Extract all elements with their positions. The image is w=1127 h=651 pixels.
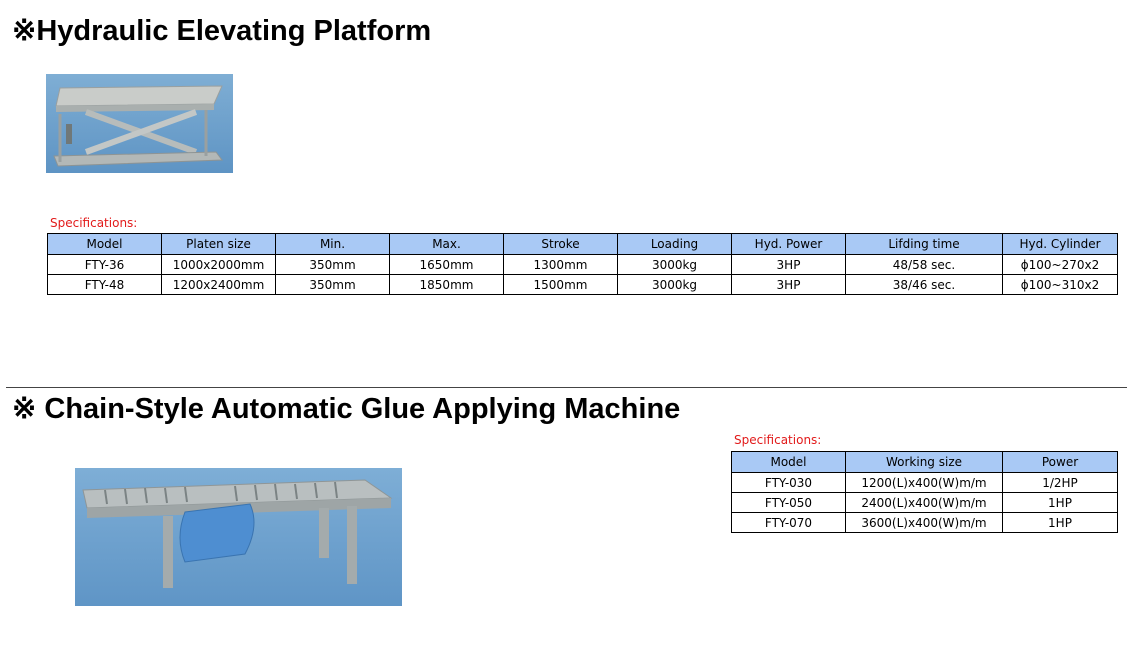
column-header: Max.	[390, 234, 504, 255]
table-cell: FTY-030	[732, 473, 846, 493]
table-cell: 350mm	[276, 255, 390, 275]
section-title-glue-machine	[12, 392, 680, 426]
table-cell: 1200(L)x400(W)m/m	[846, 473, 1003, 493]
table-cell: 1HP	[1003, 493, 1118, 513]
specifications-label: Specifications:	[50, 216, 138, 230]
column-header: Lifding time	[846, 234, 1003, 255]
column-header: Hyd. Power	[732, 234, 846, 255]
table-row	[732, 473, 1118, 493]
section-divider	[6, 387, 1127, 388]
table-cell: 1850mm	[390, 275, 504, 295]
section-title-text: Hydraulic Elevating Platform	[36, 15, 432, 47]
table-cell: 350mm	[276, 275, 390, 295]
table-cell: 1000x2000mm	[162, 255, 276, 275]
table-cell: 1500mm	[504, 275, 618, 295]
reference-mark-icon: ※	[12, 393, 37, 425]
table-cell: FTY-48	[48, 275, 162, 295]
table-cell: ϕ100~270x2	[1003, 255, 1118, 275]
hydraulic-platform-photo	[46, 74, 233, 173]
table-cell: 1300mm	[504, 255, 618, 275]
table-header-row	[48, 234, 1118, 255]
section-title-hydraulic-platform	[12, 14, 431, 48]
column-header: Loading	[618, 234, 732, 255]
table-row	[48, 255, 1118, 275]
reference-mark-icon: ※	[12, 15, 37, 47]
table-cell: 3000kg	[618, 255, 732, 275]
column-header: Hyd. Cylinder	[1003, 234, 1118, 255]
table-cell: 3HP	[732, 255, 846, 275]
table-cell: 1650mm	[390, 255, 504, 275]
table-row	[732, 493, 1118, 513]
column-header: Platen size	[162, 234, 276, 255]
glue-machine-spec-table	[731, 451, 1118, 533]
table-cell: ϕ100~310x2	[1003, 275, 1118, 295]
column-header: Model	[48, 234, 162, 255]
table-cell: 2400(L)x400(W)m/m	[846, 493, 1003, 513]
table-cell: 3000kg	[618, 275, 732, 295]
column-header: Model	[732, 452, 846, 473]
table-cell: FTY-36	[48, 255, 162, 275]
table-row	[48, 275, 1118, 295]
table-cell: 1200x2400mm	[162, 275, 276, 295]
column-header: Power	[1003, 452, 1118, 473]
table-row	[732, 513, 1118, 533]
table-cell: 48/58 sec.	[846, 255, 1003, 275]
column-header: Working size	[846, 452, 1003, 473]
table-cell: 38/46 sec.	[846, 275, 1003, 295]
glue-machine-photo	[75, 468, 402, 606]
table-cell: FTY-070	[732, 513, 846, 533]
specifications-label: Specifications:	[734, 433, 822, 447]
table-cell: FTY-050	[732, 493, 846, 513]
section-title-text: Chain-Style Automatic Glue Applying Machine	[44, 393, 681, 425]
column-header: Min.	[276, 234, 390, 255]
table-cell: 1/2HP	[1003, 473, 1118, 493]
table-header-row	[732, 452, 1118, 473]
table-cell: 3HP	[732, 275, 846, 295]
table-cell: 1HP	[1003, 513, 1118, 533]
hydraulic-platform-spec-table	[47, 233, 1118, 295]
table-cell: 3600(L)x400(W)m/m	[846, 513, 1003, 533]
column-header: Stroke	[504, 234, 618, 255]
